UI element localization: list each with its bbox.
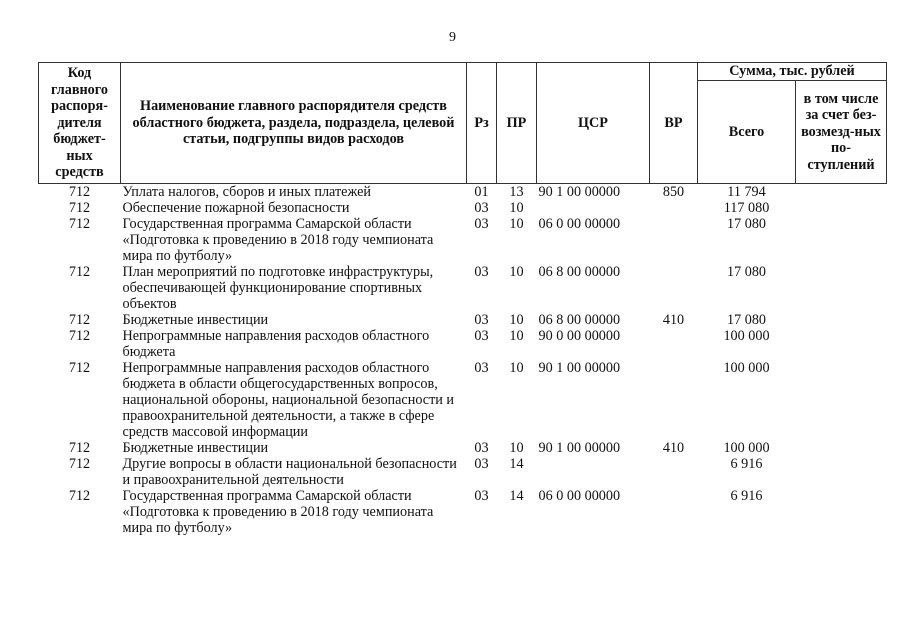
- cell-code: 712: [68, 200, 91, 216]
- cell-pr: 10: [509, 328, 524, 344]
- table-row: [39, 440, 887, 456]
- header-code: Код главного распоря-дителя бюджет-ных средств: [39, 63, 121, 184]
- cell-total: 17 080: [726, 312, 766, 328]
- cell-csr: 90 0 00 00000: [538, 328, 621, 344]
- cell-total: 11 794: [727, 184, 766, 200]
- cell-pr: 10: [509, 200, 524, 216]
- cell-gratuitous: [796, 488, 887, 536]
- cell-total: 117 080: [723, 200, 770, 216]
- header-vr: ВР: [650, 63, 698, 184]
- cell-pr: 14: [509, 456, 524, 472]
- cell-csr: 90 1 00 00000: [538, 184, 621, 200]
- cell-total: 100 000: [723, 328, 770, 344]
- cell-name: Другие вопросы в области национальной безопасности и правоохранительной деятельности: [122, 456, 457, 488]
- cell-csr: 06 0 00 00000: [538, 216, 621, 232]
- cell-gratuitous: [796, 328, 887, 360]
- cell-vr: 410: [662, 440, 685, 456]
- cell-code: 712: [68, 328, 91, 344]
- cell-pr: 10: [509, 440, 524, 456]
- cell-vr: [650, 360, 698, 440]
- table-row: [39, 488, 887, 536]
- header-name: Наименование главного распорядителя средств областного бюджета, раздела, подраздела, целевой статьи, подгруппы видов расходов: [121, 63, 467, 184]
- cell-rz: 03: [474, 312, 489, 328]
- table-row: [39, 216, 887, 264]
- cell-rz: 03: [474, 440, 489, 456]
- cell-gratuitous: [796, 216, 887, 264]
- cell-csr: 06 0 00 00000: [538, 488, 621, 504]
- cell-name: Государственная программа Самарской области «Подготовка к проведению в 2018 году чемпионата мира по футболу»: [122, 216, 434, 264]
- cell-code: 712: [68, 264, 91, 280]
- cell-rz: 03: [474, 216, 489, 232]
- cell-pr: 14: [509, 488, 524, 504]
- table-row: [39, 200, 887, 216]
- cell-vr: [650, 200, 698, 216]
- cell-csr: 90 1 00 00000: [538, 440, 621, 456]
- cell-name: Уплата налогов, сборов и иных платежей: [122, 184, 371, 200]
- cell-vr: [650, 488, 698, 536]
- cell-gratuitous: [796, 200, 887, 216]
- header-pr: ПР: [497, 63, 537, 184]
- cell-code: 712: [68, 184, 91, 200]
- cell-total: 6 916: [730, 456, 763, 472]
- table-row: [39, 328, 887, 360]
- cell-pr: 13: [509, 184, 524, 200]
- cell-code: 712: [68, 488, 91, 504]
- cell-vr: [650, 456, 698, 488]
- cell-name: Непрограммные направления расходов областного бюджета в области общегосударственных вопросов, национальной обороны, национальной безопасности и правоохранительной деятельности, а также в сфере средств массовой информации: [122, 360, 455, 440]
- cell-total: 17 080: [726, 264, 766, 280]
- cell-name: Государственная программа Самарской области «Подготовка к проведению в 2018 году чемпионата мира по футболу»: [122, 488, 434, 536]
- header-gratuitous: в том числе за счет без-возмезд-ных по-ступлений: [796, 80, 887, 184]
- cell-csr: [537, 456, 650, 488]
- header-rz: Рз: [467, 63, 497, 184]
- table-row: [39, 264, 887, 312]
- cell-code: 712: [68, 440, 91, 456]
- cell-name: Непрограммные направления расходов областного бюджета: [122, 328, 430, 360]
- budget-table: [38, 62, 887, 536]
- cell-name: План мероприятий по подготовке инфраструктуры, обеспечивающей функционирование спортивных объектов: [122, 264, 434, 312]
- cell-name: Бюджетные инвестиции: [122, 440, 269, 456]
- cell-code: 712: [68, 216, 91, 232]
- cell-vr: [650, 328, 698, 360]
- cell-code: 712: [68, 360, 91, 376]
- cell-gratuitous: [796, 184, 887, 201]
- cell-csr: 06 8 00 00000: [538, 264, 621, 280]
- cell-total: 100 000: [723, 440, 770, 456]
- cell-gratuitous: [796, 456, 887, 488]
- cell-rz: 03: [474, 456, 489, 472]
- cell-code: 712: [68, 312, 91, 328]
- cell-gratuitous: [796, 360, 887, 440]
- cell-pr: 10: [509, 312, 524, 328]
- table-row: [39, 184, 887, 201]
- table-row: [39, 456, 887, 488]
- cell-csr: 90 1 00 00000: [538, 360, 621, 376]
- cell-vr: [650, 216, 698, 264]
- cell-total: 17 080: [726, 216, 766, 232]
- cell-rz: 03: [474, 200, 489, 216]
- cell-gratuitous: [796, 312, 887, 328]
- header-csr: ЦСР: [537, 63, 650, 184]
- cell-total: 100 000: [723, 360, 770, 376]
- cell-rz: 03: [474, 360, 489, 376]
- page-number: 9: [449, 30, 456, 45]
- cell-code: 712: [68, 456, 91, 472]
- cell-vr: 850: [662, 184, 685, 200]
- cell-total: 6 916: [730, 488, 763, 504]
- cell-rz: 03: [474, 264, 489, 280]
- cell-csr: 06 8 00 00000: [538, 312, 621, 328]
- table-row: [39, 312, 887, 328]
- cell-vr: [650, 264, 698, 312]
- header-total: Всего: [698, 80, 796, 184]
- header-sum: Сумма, тыс. рублей: [698, 63, 887, 81]
- cell-pr: 10: [509, 264, 524, 280]
- cell-pr: 10: [509, 360, 524, 376]
- cell-rz: 01: [474, 184, 489, 200]
- cell-csr: [537, 200, 650, 216]
- cell-name: Обеспечение пожарной безопасности: [122, 200, 350, 216]
- cell-rz: 03: [474, 328, 489, 344]
- cell-gratuitous: [796, 264, 887, 312]
- cell-pr: 10: [509, 216, 524, 232]
- cell-vr: 410: [662, 312, 685, 328]
- cell-rz: 03: [474, 488, 489, 504]
- cell-name: Бюджетные инвестиции: [122, 312, 269, 328]
- table-row: [39, 360, 887, 440]
- cell-gratuitous: [796, 440, 887, 456]
